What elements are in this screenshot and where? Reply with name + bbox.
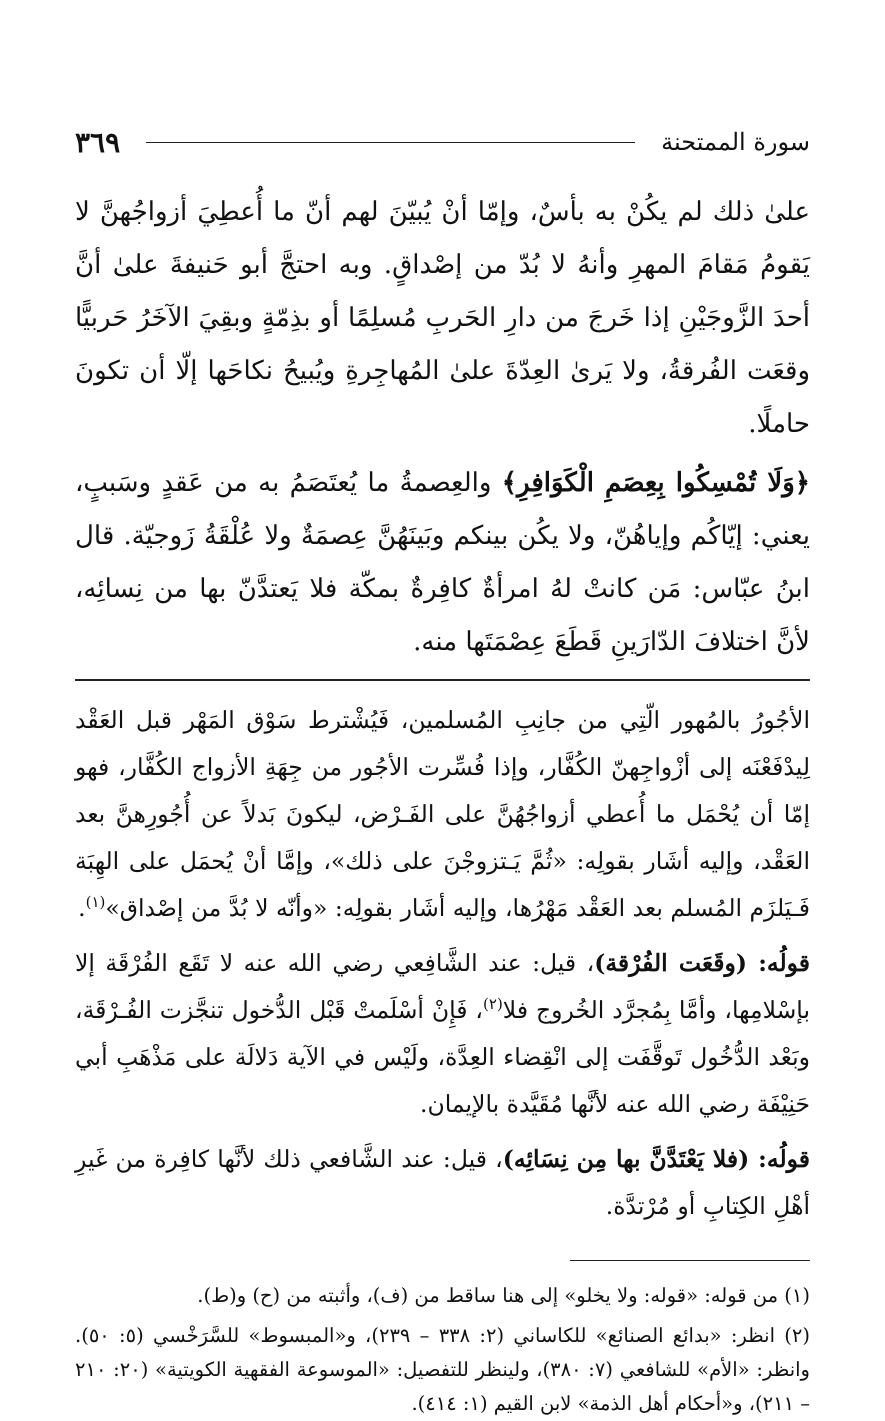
footnote-ref-1: (١) bbox=[85, 893, 106, 912]
footnote-1: (١) من قوله: «قوله: ولا يخلو» إلى هنا ساقط من (ف)، وأثبته من (ح) و(ط). bbox=[197, 1284, 810, 1307]
commentary-2-label: قولُه: (وقَعَت الفُرْقة) bbox=[594, 949, 811, 977]
commentary-1-end: . bbox=[78, 894, 86, 922]
footnote-2: (٢) انظر: «بدائع الصنائع» للكاساني (٢: ٣٣٨ – ٢٣٩)، و«المبسوط» للسَّرَخْسي (٥: ٥٠). وانظر: «الأم» للشافعي (٧: ٣٨٠)، ولينظر للتفصيل: «الموسوعة الفقهية الكويتية» (٢٠: ٢١٠ – ٢١١)، و«أحكام أهل الذمة» لابن القيم (١: ٤١٤). bbox=[75, 1324, 810, 1415]
quran-quote: ﴿وَلَا تُمْسِكُوا بِعِصَمِ الْكَوَافِرِ﴾ bbox=[501, 468, 811, 498]
commentary-2-text-b: ، فَإِنْ أسْلَمتْ قَبْل الدُّخول تنجَّزت الفُـرْقَة، وبَعْد الدُّخُول تَوقَّفَت إلى انْقِضاء العِدَّة، ولَيْس في الآية دَلالَة على مَذْهَبِ أبي حَنِيْفَة رضي الله عنه لأنَّها مُقَيَّدة بالإيمان. bbox=[75, 996, 810, 1118]
surah-title: سورة الممتحنة bbox=[661, 128, 810, 156]
main-paragraph-2-text: والعِصمةُ ما يُعتَصَمُ به من عَقدٍ وسَببٍ، يعني: إيّاكُم وإياهُنّ، ولا يكُن بينكم وبَينَهُنَّ عِصمَةٌ ولا عُلْقَةُ زَوجيّة. قال ابنُ عبّاس: مَن كانتْ لهُ امرأةٌ كافِرةٌ بمكّة فلا يَعتدَّنّ بها من نِسائِه، لأنَّ اختلافَ الدّارَينِ قَطَعَ عِصْمَتَها منه. bbox=[75, 468, 810, 657]
footnote-rule-wrap bbox=[75, 1238, 810, 1279]
header-rule bbox=[146, 142, 635, 143]
commentary-2-text-a: ، قيل: عند الشَّافِعي رضي الله عنه لا تَقَع الفُرْقَة إلا بإسْلامِها، وأمَّا بِمُجرَّد الخُروج فلا bbox=[75, 949, 810, 1024]
running-header bbox=[75, 120, 810, 164]
footnote-ref-2: (٢) bbox=[483, 995, 503, 1014]
commentary-1-text: الأجُورُ بالمُهور الّتِي من جانِبِ المُسلمين، فَيُشْترط سَوْق المَهْر قبل العَقْد لِيدْفَعْنَه إلى أزْواجِهنّ الكُفَّار، وإذا فُسِّرت الأجُور من جِهَةِ الأزواج الكُفَّار، فهو إمّا أن يُحْمَل ما أُعطي أزواجُهُنَّ على الفَـرْض، ليكونَ بَدلاً عن أُجُورِهنَّ بعد العَقْد، وإليه أشَار بقولِه: «ثُمَّ يَـتزوجْنَ على ذلك»، وإمَّا أنْ يُحمَل على الهِبَة فَـيَلزَم المُسلم بعد العَقْد مَهْرُها، وإليه أشَار بقولِه: «وأنّه لا بُدَّ من إصْداق» bbox=[75, 706, 810, 922]
footnote-rule bbox=[570, 1260, 810, 1261]
commentary-3-text: ، قيل: عند الشَّافعي ذلك لأنَّها كافِرة من غَيرِ أهْلِ الكِتابِ أو مُرْتدَّة. bbox=[75, 1145, 810, 1220]
main-paragraph-1: علىٰ ذلك لم يكُنْ به بأسٌ، وإمّا أنْ يُبيّنَ لهم أنّ ما أُعطِيَ أزواجُهنَّ لا يَقومُ مَقامَ المهرِ وأنهُ لا بُدّ من إصْداقٍ. وبه احتجَّ أبو حَنيفةَ علىٰ أنَّ أحدَ الزَّوجَيْنِ إذا خَرجَ من دارِ الحَربِ مُسلِمًا أو بذِمّةٍ وبقِيَ الآخَرُ حَربيًّا وقعَت الفُرقةُ، ولا يَرىٰ العِدّةَ علىٰ المُهاجِرةِ ويُبيحُ نكاحَها إلّا أن تكونَ حاملًا. bbox=[75, 197, 811, 439]
commentary-paragraph-1 bbox=[75, 697, 810, 932]
commentary-3-label: قولُه: (فلا يَعْتَدَّنَّ بها مِن نِسَائِه) bbox=[502, 1145, 810, 1173]
commentary-paragraph-2 bbox=[75, 940, 810, 1128]
text-commentary-divider bbox=[75, 679, 810, 681]
main-paragraph-2 bbox=[75, 457, 810, 669]
commentary-paragraph-3 bbox=[75, 1136, 810, 1230]
page-number: ٣٦٩ bbox=[75, 125, 121, 159]
